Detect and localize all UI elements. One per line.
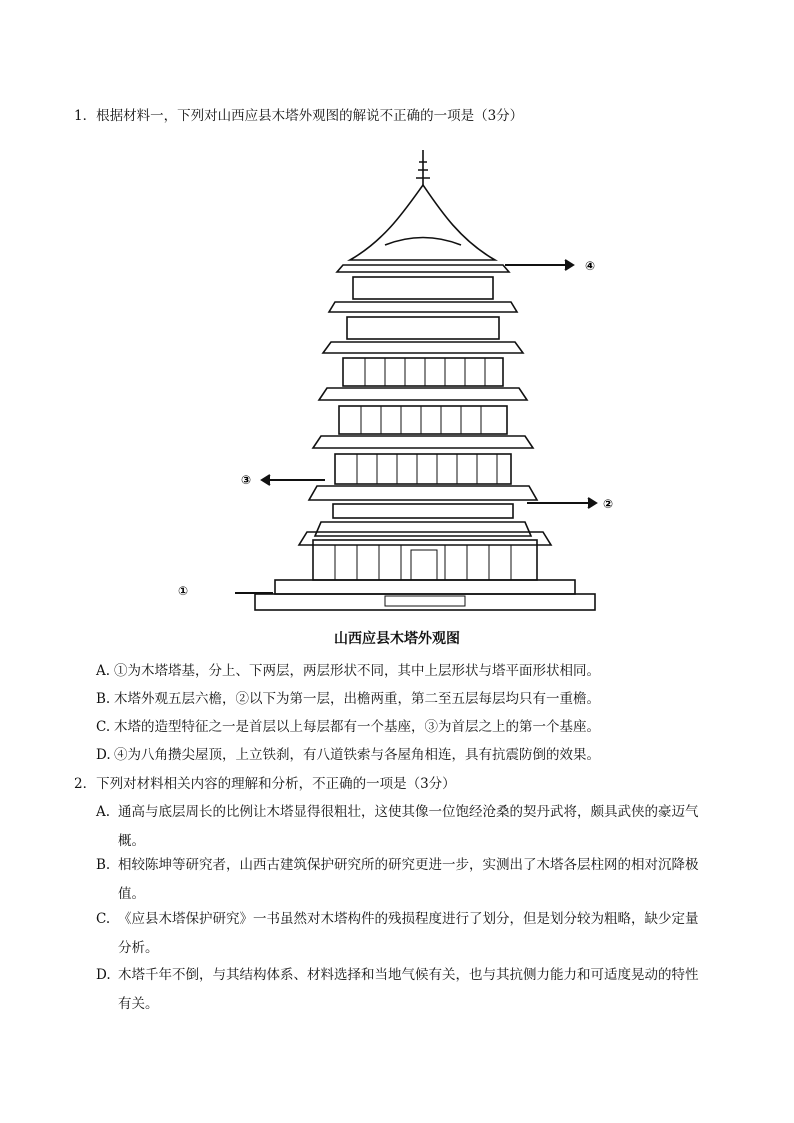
option-text: 木塔的造型特征之一是首层以上每层都有一个基座，③为首层之上的第一个基座。 <box>114 719 600 735</box>
question-1-title: 1．根据材料一，下列对山西应县木塔外观图的解说不正确的一项是（3分） <box>74 108 524 124</box>
option-text-line2: 值。 <box>118 886 145 902</box>
option-text-line2: 分析。 <box>118 940 159 956</box>
option-letter: B. <box>96 691 111 707</box>
q1-option-a <box>96 657 736 686</box>
option-text-line1: 木塔千年不倒，与其结构体系、材料选择和当地气候有关，也与其抗侧力能力和可适度晃动的特性 <box>118 967 699 983</box>
option-letter: B. <box>96 857 111 873</box>
q2-option-d <box>96 961 736 1019</box>
option-letter: D. <box>96 747 111 763</box>
q1-option-c <box>96 713 736 742</box>
marker-3: ③ <box>241 473 252 487</box>
q1-option-d <box>96 741 736 770</box>
pagoda-figure <box>235 150 635 620</box>
option-letter: C. <box>96 719 111 735</box>
option-letter: A. <box>96 663 111 679</box>
option-text-line1: 通高与底层周长的比例让木塔显得很粗壮，这使其像一位饱经沧桑的契丹武将，颇具武侠的豪迈气 <box>118 804 699 820</box>
q2-option-a <box>96 798 736 856</box>
question-2-title: 2．下列对材料相关内容的理解和分析，不正确的一项是（3分） <box>74 776 456 792</box>
option-text: ①为木塔塔基，分上、下两层，两层形状不同，其中上层形状与塔平面形状相同。 <box>114 663 600 679</box>
marker-4: ④ <box>585 259 596 273</box>
option-letter: C. <box>96 911 111 927</box>
figure-caption: 山西应县木塔外观图 <box>334 631 460 647</box>
q1-option-b <box>96 685 736 714</box>
option-text: 木塔外观五层六檐，②以下为第一层，出檐两重，第二至五层每层均只有一重檐。 <box>114 691 600 707</box>
q2-option-c <box>96 905 736 963</box>
option-text-line2: 概。 <box>118 833 145 849</box>
option-text-line2: 有关。 <box>118 996 159 1012</box>
option-text-line1: 相较陈坤等研究者，山西古建筑保护研究所的研究更进一步，实测出了木塔各层柱网的相对沉降极 <box>118 857 699 873</box>
option-letter: A. <box>96 804 111 820</box>
q2-option-b <box>96 851 736 909</box>
option-text-line1: 《应县木塔保护研究》一书虽然对木塔构件的残损程度进行了划分，但是划分较为粗略，缺少定量 <box>118 911 699 927</box>
option-letter: D. <box>96 967 111 983</box>
marker-1: ① <box>178 584 189 598</box>
option-text: ④为八角攒尖屋顶，上立铁刹，有八道铁索与各屋角相连，具有抗震防倒的效果。 <box>114 747 600 763</box>
marker-2: ② <box>603 497 614 511</box>
